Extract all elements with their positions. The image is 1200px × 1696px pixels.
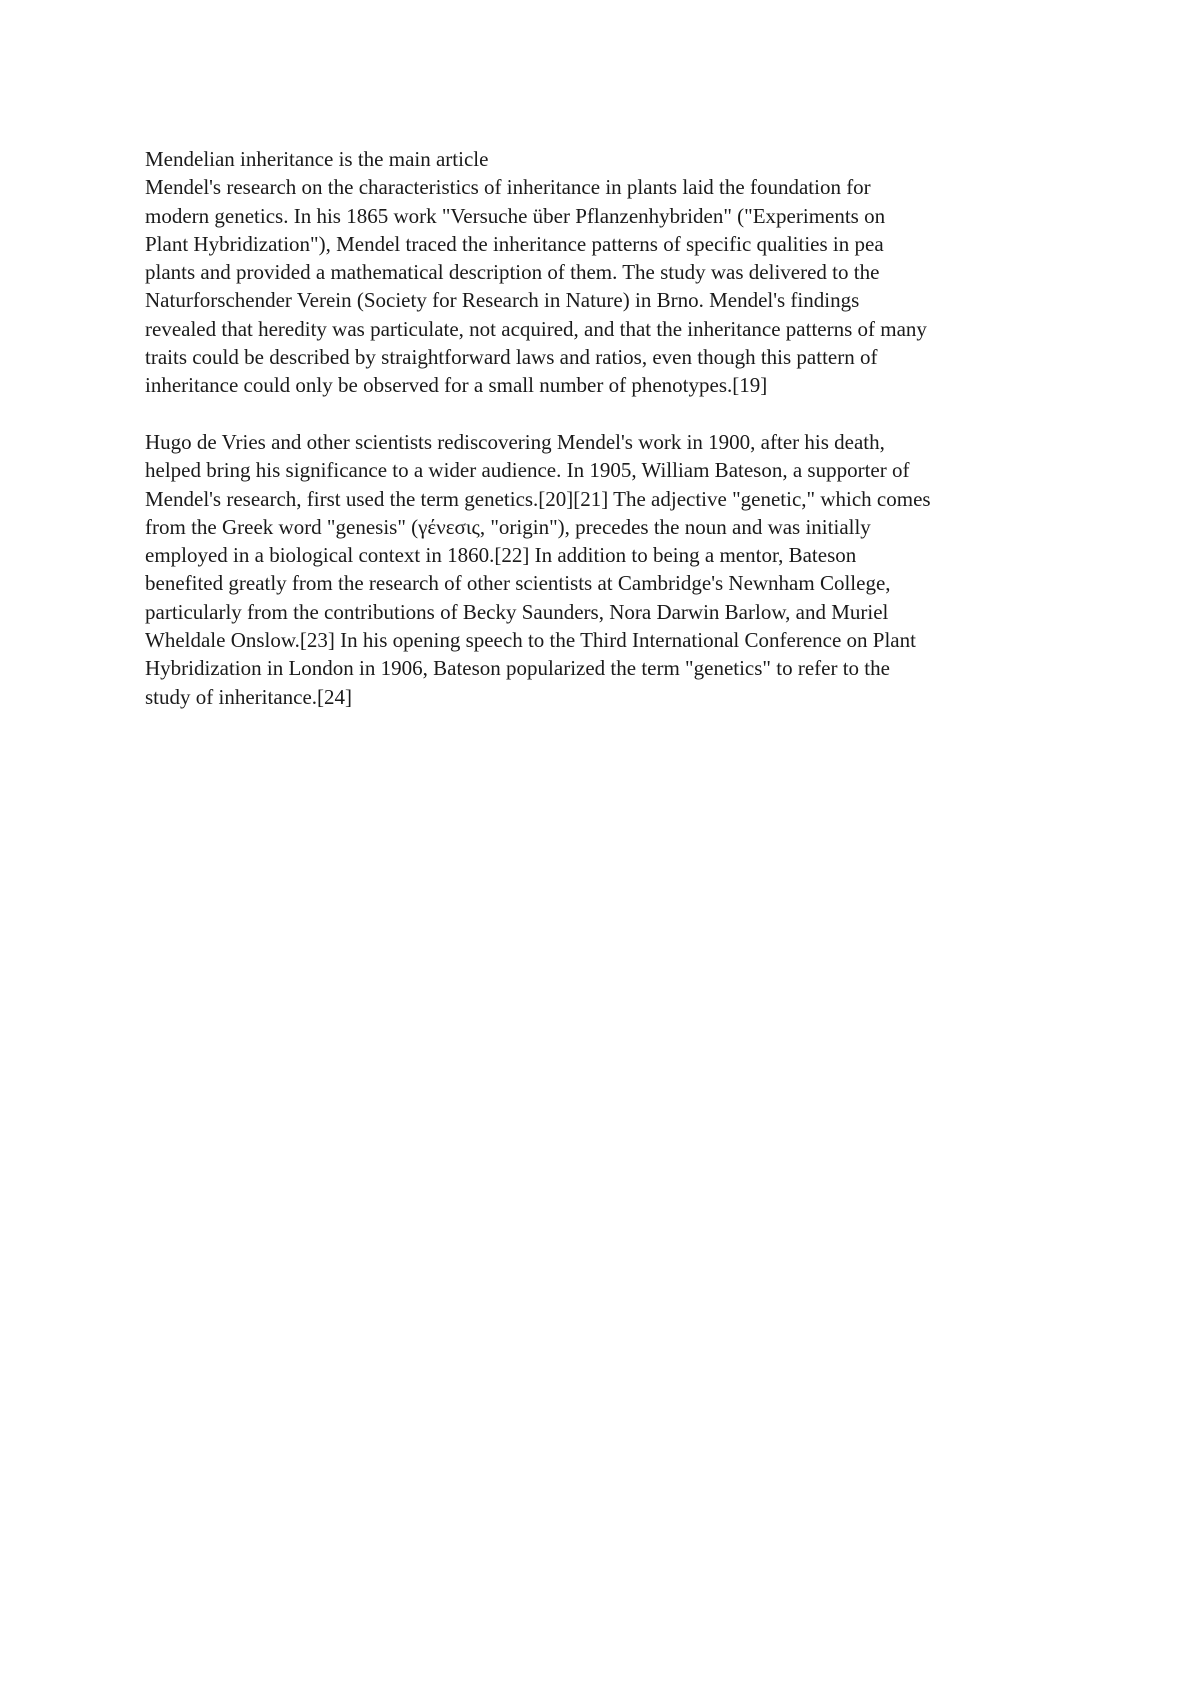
paragraph-line: employed in a biological context in 1860.[22] In addition to being a mentor, Bateson	[145, 543, 857, 568]
paragraph-line: study of inheritance.[24]	[145, 684, 353, 709]
paragraph-line: Plant Hybridization"), Mendel traced the inheritance patterns of specific qualities in pea	[145, 231, 884, 256]
paragraph-line: plants and provided a mathematical description of them. The study was delivered to the	[145, 260, 880, 285]
paragraph-line: particularly from the contributions of Becky Saunders, Nora Darwin Barlow, and Muriel	[145, 599, 889, 624]
paragraph-line: Hugo de Vries and other scientists rediscovering Mendel's work in 1900, after his death,	[145, 429, 885, 454]
paragraph-line: from the Greek word "genesis" (γένεσις, "origin"), precedes the noun and was initially	[145, 514, 871, 539]
document-heading: Mendelian inheritance is the main article	[145, 147, 489, 171]
paragraph-line: inheritance could only be observed for a small number of phenotypes.[19]	[145, 373, 768, 398]
paragraph-line: benefited greatly from the research of other scientists at Cambridge's Newnham College,	[145, 571, 891, 596]
paragraph-line: Mendel's research on the characteristics of inheritance in plants laid the foundation for	[145, 175, 871, 200]
paragraph-line: traits could be described by straightforward laws and ratios, even though this pattern of	[145, 345, 878, 370]
paragraph-spacer	[145, 400, 1085, 428]
paragraph-1	[145, 173, 1085, 399]
paragraph-line: helped bring his significance to a wider audience. In 1905, William Bateson, a supporter of	[145, 458, 910, 483]
paragraph-line: Hybridization in London in 1906, Bateson popularized the term "genetics" to refer to the	[145, 656, 890, 681]
paragraph-line: Naturforschender Verein (Society for Research in Nature) in Brno. Mendel's findings	[145, 288, 860, 313]
paragraph-2	[145, 428, 1085, 711]
document-body	[145, 145, 1085, 711]
paragraph-line: Mendel's research, first used the term genetics.[20][21] The adjective "genetic," which comes	[145, 486, 931, 511]
paragraph-line: Wheldale Onslow.[23] In his opening speech to the Third International Conference on Plant	[145, 628, 916, 653]
paragraph-line: modern genetics. In his 1865 work "Versuche über Pflanzenhybriden" ("Experiments on	[145, 203, 886, 228]
paragraph-line: revealed that heredity was particulate, not acquired, and that the inheritance patterns of many	[145, 316, 927, 341]
